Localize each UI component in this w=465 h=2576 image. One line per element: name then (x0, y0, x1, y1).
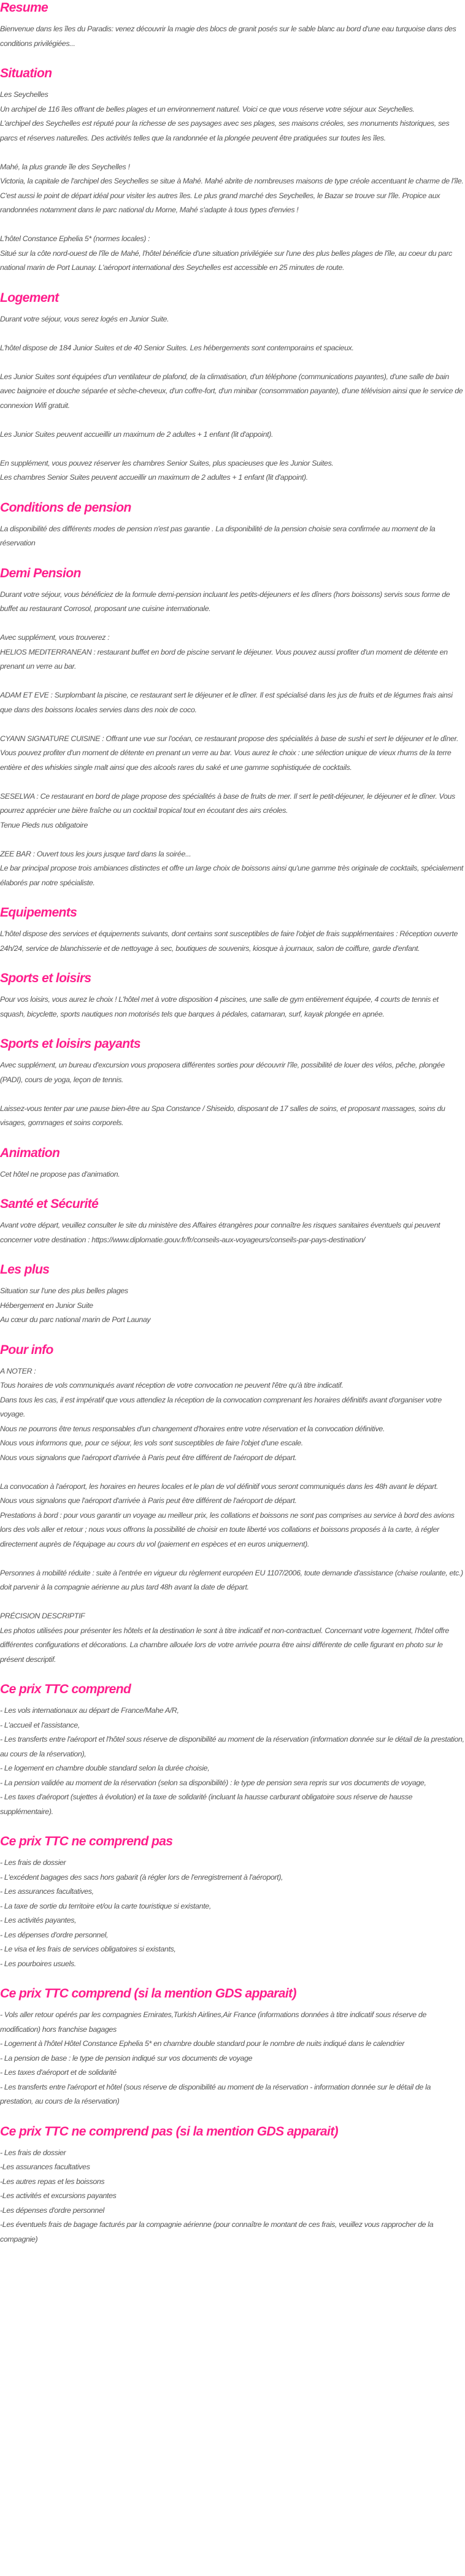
paragraph (0, 993, 465, 1021)
text-line: - Les assurances facultatives, (0, 1887, 94, 1896)
text-line: Prestations à bord : pour vous garantir un voyage au meilleur prix, les collations et boissons ne sont pas comprises au service à bord des avions lors des vols aller et retour ; nous vous offrons la possibilité de choisir en toute liberté vos collations et boissons proposés à la carte, à régler directement auprès de l'équipage au cours du vol (paiement en espèces et en euros uniquement). (0, 1510, 455, 1548)
section-title: Sports et loisirs payants (0, 1037, 140, 1051)
paragraph (0, 1364, 465, 1466)
section-body (0, 1167, 465, 1182)
section-title: Logement (0, 290, 59, 305)
text-line: L'hôtel Constance Ephelia 5* (normes locales) : (0, 234, 150, 243)
section-title: Ce prix TTC ne comprend pas (0, 1834, 173, 1848)
paragraph (0, 522, 465, 551)
text-line: - La pension de base : le type de pension indiqué sur vos documents de voyage (0, 2053, 253, 2063)
section-title: Santé et Sécurité (0, 1197, 99, 1211)
text-line: - Les taxes d'aéroport et de solidarité (0, 2068, 117, 2077)
paragraph (0, 1856, 465, 1971)
section-title: Demi Pension (0, 566, 81, 580)
text-line: Pour vos loisirs, vous aurez le choix ! L'hôtel met à votre disposition 4 piscines, une salle de gym entièrement équipée, 4 courts de tennis et squash, bicyclette, sports nautiques non motorisés tels que barques à pédales, catamaran, surf, kayak plongée en apnée. (0, 995, 439, 1018)
text-line: Laissez-vous tenter par une pause bien-être au Spa Constance / Shiseido, disposant de 17 salles de soins, et proposant massages, soins du visages, gommages et soins corporels. (0, 1104, 445, 1127)
text-line: Un archipel de 116 îles offrant de belles plages et un environnement naturel. Voici ce que vous réserve votre séjour aux Seychelles. (0, 104, 415, 113)
section-ce-prix-ttc-comprend-si-la-mention-gds-apparait (0, 1986, 465, 2109)
text-line: - Les vols internationaux au départ de France/Mahe A/R, (0, 1706, 179, 1715)
section-body (0, 588, 465, 891)
text-line: SESELWA : Ce restaurant en bord de plage propose des spécialités à base de fruits de mer. Il sert le petit-déjeuner, le déjeuner et le dîner. Vous pourrez apprécier une bière fraîche ou un cocktail tropical tout en écoutant des airs créoles. (0, 791, 455, 815)
section-title: Les plus (0, 1263, 50, 1277)
text-line: - La taxe de sortie du territoire et/ou la carte touristique si existante, (0, 1901, 211, 1910)
text-line: Personnes à mobilité réduite : suite à l'entrée en vigueur du règlement européen EU 1107/2006, toute demande d'assistance (chaise roulante, etc.) doit parvenir à la compagnie aérienne au plus tard 48h avant la date de départ. (0, 1568, 463, 1591)
text-line: Durant votre séjour, vous serez logés en Junior Suite. (0, 314, 169, 323)
paragraph (0, 456, 465, 485)
text-line: ZEE BAR : Ouvert tous les jours jusque tard dans la soirée... (0, 849, 191, 858)
section-resume (0, 0, 465, 51)
text-line: -Les activités et excursions payantes (0, 2191, 117, 2200)
text-line: - Les dépenses d'ordre personnel, (0, 1930, 109, 1939)
paragraph (0, 1218, 465, 1247)
section-conditions-de-pension (0, 500, 465, 551)
text-line: Au cœur du parc national marin de Port Launay (0, 1315, 151, 1324)
text-line: - Les activités payantes, (0, 1916, 77, 1924)
text-line: -Les autres repas et les boissons (0, 2177, 105, 2186)
paragraph (0, 1284, 465, 1328)
section-body (0, 2146, 465, 2247)
text-line: CYANN SIGNATURE CUISINE : Offrant une vue sur l'océan, ce restaurant propose des spécialités à base de sushi et sert le déjeuner et le dîner. Vous pouvez profiter d'un moment de détente en prenant un verre au bar. Vous aurez le choix : une sélection unique de vieux rhums de la terre entière et des whiskies single malt ainsi que des alcools rares du saké et une gamme sophistiquée de cocktails. (0, 734, 459, 772)
text-line: -Les assurances facultatives (0, 2163, 90, 2171)
section-body (0, 1364, 465, 1667)
text-line: Les Junior Suites sont équipées d'un ventilateur de plafond, de la climatisation, d'un téléphone (communications payantes), d'une salle de bain avec baignoire et douche séparée et sèche-cheveux, d'un coffre-fort, d'un minibar (consommation payante), d'une télévision ainsi que le service de connexion Wifi gratuit. (0, 372, 463, 410)
text-line: Mahé, la plus grande île des Seychelles ! (0, 162, 130, 171)
text-line: - La pension validée au moment de la réservation (selon sa disponibilité) : le type de pension sera repris sur vos documents de voyage, (0, 1778, 426, 1787)
section-les-plus (0, 1262, 465, 1328)
text-line: - Les transferts entre l'aéroport et hôtel (sous réserve de disponibilité au moment de la réservation - information donnée sur le détail de la prestation, au cours de la réservation) (0, 2082, 431, 2105)
section-title: Animation (0, 1145, 60, 1160)
paragraph (0, 732, 465, 775)
paragraph (0, 312, 465, 327)
text-line: Nous vous informons que, pour ce séjour, les vols sont susceptibles de faire l'objet d'une escale. (0, 1439, 303, 1447)
text-line: Avant votre départ, veuillez consulter le site du ministère des Affaires étrangères pour connaître les risques sanitaires éventuels qui peuvent concerner votre destination : https://www.diplomatie.gouv.fr/fr/conseils-aux-voyageurs/conseils-par-pays-destination/ (0, 1221, 440, 1244)
paragraph (0, 631, 465, 674)
section-equipements (0, 905, 465, 956)
paragraph (0, 1102, 465, 1131)
paragraph (0, 1704, 465, 1819)
paragraph (0, 370, 465, 413)
section-body (0, 993, 465, 1021)
section-body (0, 1058, 465, 1131)
paragraph (0, 2146, 465, 2247)
section-title: Pour info (0, 1342, 53, 1357)
section-title: Situation (0, 66, 52, 80)
text-line: -Les éventuels frais de bagage facturés par la compagnie aérienne (pour connaître le montant de ces frais, veuillez vous rapprocher de la compagnie) (0, 2220, 434, 2243)
text-line: HELIOS MEDITERRANEAN : restaurant buffet en bord de piscine servant le déjeuner. Vous pouvez aussi profiter d'un moment de détente en prenant un verre au bar. (0, 647, 448, 671)
text-line: Tous horaires de vols communiqués avant réception de votre convocation ne peuvent l'être qu'à titre indicatif. (0, 1381, 344, 1390)
section-sante-et-securite (0, 1196, 465, 1247)
text-line: Hébergement en Junior Suite (0, 1301, 93, 1310)
text-line: A NOTER : (0, 1366, 36, 1375)
paragraph (0, 1609, 465, 1667)
text-line: - Vols aller retour opérés par les compagnies Emirates,Turkish Airlines,Air France (informations données à titre indicatif sous réserve de modification) hors franchise bagages (0, 2010, 426, 2034)
text-line: -Les dépenses d'ordre personnel (0, 2205, 104, 2215)
text-line: L'hôtel dispose des services et équipements suivants, dont certains sont susceptibles de faire l'objet de frais supplémentaires : Réception ouverte 24h/24, service de blanchisserie et de nettoyage à sec, boutiques de souvenirs, kiosque à journaux, salon de coiffure, garde d'enfant. (0, 929, 458, 953)
text-line: PRÉCISION DESCRIPTIF (0, 1612, 85, 1620)
text-line: L'archipel des Seychelles est réputé pour la richesse de ses paysages avec ses plages, ses maisons créoles, ses monuments historiques, ses parcs et réserves naturelles. Des activités telles que la randonnée et la plongée peuvent être pratiquées sur toutes les îles. (0, 119, 450, 142)
text-line: Les photos utilisées pour présenter les hôtels et la destination le sont à titre indicatif et non-contractuel. Concernant votre logement, l'hôtel offre différentes configurations et décorations. La chambre allouée lors de votre arrivée pourra être ainsi différente de celle figurant en photo sur le présent descriptif. (0, 1626, 449, 1664)
paragraph (0, 1167, 465, 1182)
section-body (0, 927, 465, 956)
paragraph (0, 22, 465, 51)
section-body (0, 312, 465, 485)
text-line: La convocation à l'aéroport, les horaires en heures locales et le plan de vol définitif vous seront communiqués dans les 48h avant le départ. (0, 1482, 439, 1491)
paragraph (0, 1566, 465, 1595)
text-line: - L'accueil et l'assistance, (0, 1720, 80, 1729)
text-line: - Le visa et les frais de services obligatoires si existants, (0, 1945, 176, 1953)
section-ce-prix-ttc-ne-comprend-pas (0, 1834, 465, 1971)
section-logement (0, 290, 465, 485)
text-line: Le bar principal propose trois ambiances distinctes et offre un large choix de boissons ainsi qu'une gamme très originale de cocktails, spécialement élaborés par notre spécialiste. (0, 864, 464, 887)
section-title: Ce prix TTC ne comprend pas (si la mention GDS apparait) (0, 2124, 339, 2139)
paragraph (0, 428, 465, 442)
text-line: Avec supplément, vous trouverez : (0, 633, 110, 642)
section-title: Resume (0, 1, 48, 15)
section-title: Ce prix TTC comprend (0, 1682, 131, 1696)
section-body (0, 522, 465, 551)
text-line: - Les pourboires usuels. (0, 1959, 76, 1968)
paragraph (0, 1058, 465, 1087)
text-line: L'hôtel dispose de 184 Junior Suites et de 40 Senior Suites. Les hébergements sont contemporains et spacieux. (0, 343, 354, 352)
paragraph (0, 88, 465, 145)
section-body (0, 1704, 465, 1819)
text-line: Situé sur la côte nord-ouest de l'île de Mahé, l'hôtel bénéficie d'une situation privilégiée sur l'une des plus belles plages de l'île, au coeur du parc national marin de Port Launay. L'aéroport international des Seychelles est accessible en 25 minutes de route. (0, 248, 452, 272)
text-line: Les Junior Suites peuvent accueillir un maximum de 2 adultes + 1 enfant (lit d'appoint). (0, 429, 274, 439)
text-line: Les chambres Senior Suites peuvent accueillir un maximum de 2 adultes + 1 enfant (lit d'appoint). (0, 473, 308, 482)
text-line: Les Seychelles (0, 90, 48, 99)
text-line: Durant votre séjour, vous bénéficiez de la formule demi-pension incluant les petits-déjeuners et les dîners (hors boissons) servis sous forme de buffet au restaurant Corrosol, proposant une cuisine internationale. (0, 590, 450, 613)
text-line: Bienvenue dans les îles du Paradis: venez découvrir la magie des blocs de granit posés sur le sable blanc au bord d'une eau turquoise dans des conditions privilégiées... (0, 25, 456, 48)
section-body (0, 1284, 465, 1328)
paragraph (0, 588, 465, 617)
section-pour-info (0, 1342, 465, 1667)
paragraph (0, 160, 465, 218)
text-line: Tenue Pieds nus obligatoire (0, 820, 88, 829)
section-sports-et-loisirs (0, 971, 465, 1021)
text-line: - L'excédent bagages des sacs hors gabarit (à régler lors de l'enregistrement à l'aéroport), (0, 1872, 283, 1882)
section-situation (0, 66, 465, 275)
text-line: - Les frais de dossier (0, 2148, 66, 2157)
section-animation (0, 1145, 465, 1182)
paragraph (0, 2008, 465, 2109)
paragraph (0, 688, 465, 717)
section-sports-et-loisirs-payants (0, 1036, 465, 1131)
paragraph (0, 847, 465, 891)
text-line: - Les taxes d'aéroport (sujettes à évolution) et la taxe de solidarité (incluant la hausse carburant obligatoire sous réserve de hausse supplémentaire). (0, 1793, 413, 1816)
text-line: La disponibilité des différents modes de pension n'est pas garantie . La disponibilité de la pension choisie sera confirmée au moment de la réservation (0, 524, 436, 547)
text-line: C'est aussi le point de départ idéal pour visiter les autres îles. Le plus grand marché des Seychelles, le Bazar se trouve sur l'île. Propice aux randonnées notamment dans le parc national du Morne, Mahé s'adapte à tous types d'envies ! (0, 191, 440, 214)
section-body (0, 2008, 465, 2109)
text-line: ADAM ET EVE : Surplombant la piscine, ce restaurant sert le déjeuner et le dîner. Il est spécialisé dans les jus de fruits et de légumes frais ainsi que dans des boissons locales servies dans des noix de coco. (0, 691, 453, 714)
text-line: En supplément, vous pouvez réserver les chambres Senior Suites, plus spacieuses que les Junior Suites. (0, 458, 334, 467)
section-body (0, 1218, 465, 1247)
text-line: Nous vous signalons que l'aéroport d'arrivée à Paris peut être différent de l'aéroport de départ. (0, 1496, 297, 1505)
section-demi-pension (0, 566, 465, 891)
text-line: Cet hôtel ne propose pas d'animation. (0, 1169, 120, 1178)
paragraph (0, 341, 465, 356)
text-line: - Logement à l'hôtel Hôtel Constance Ephelia 5* en chambre double standard pour le nombre de nuits indiqué dans le calendrier (0, 2039, 405, 2048)
text-line: Situation sur l'une des plus belles plages (0, 1286, 128, 1295)
paragraph (0, 232, 465, 275)
text-line: - Les transferts entre l'aéroport et l'hôtel sous réserve de disponibilité au moment de la réservation (information donnée sur le détail de la prestation, au cours de la réservation), (0, 1735, 464, 1758)
paragraph (0, 927, 465, 956)
section-body (0, 22, 465, 51)
section-title: Conditions de pension (0, 500, 131, 515)
section-title: Ce prix TTC comprend (si la mention GDS apparait) (0, 1986, 296, 2001)
text-line: Dans tous les cas, il est impératif que vous attendiez la réception de la convocation comprenant les horaires définitifs avant d'organiser votre voyage. (0, 1395, 442, 1418)
text-line: Avec supplément, un bureau d'excursion vous proposera différentes sorties pour découvrir l'île, possibilité de louer des vélos, pêche, plongée (PADI), cours de yoga, leçon de tennis. (0, 1061, 445, 1084)
text-line: - Le logement en chambre double standard selon la durée choisie, (0, 1764, 210, 1772)
text-line: Nous vous signalons que l'aéroport d'arrivée à Paris peut être différent de l'aéroport de départ. (0, 1453, 297, 1462)
paragraph (0, 790, 465, 833)
paragraph (0, 1480, 465, 1552)
text-line: - Les frais de dossier (0, 1858, 66, 1867)
section-ce-prix-ttc-ne-comprend-pas-si-la-mention-gds-apparait (0, 2124, 465, 2247)
section-body (0, 1856, 465, 1971)
section-title: Sports et loisirs (0, 971, 91, 985)
text-line: Nous ne pourrons être tenus responsables d'un changement d'horaires entre votre réservation et la convocation définitive. (0, 1424, 385, 1433)
section-title: Equipements (0, 905, 77, 920)
text-line: Victoria, la capitale de l'archipel des Seychelles se situe à Mahé. Mahé abrite de nombreuses maisons de type créole accentuant le charme de l'île. (0, 177, 464, 185)
section-body (0, 88, 465, 275)
section-ce-prix-ttc-comprend (0, 1682, 465, 1819)
